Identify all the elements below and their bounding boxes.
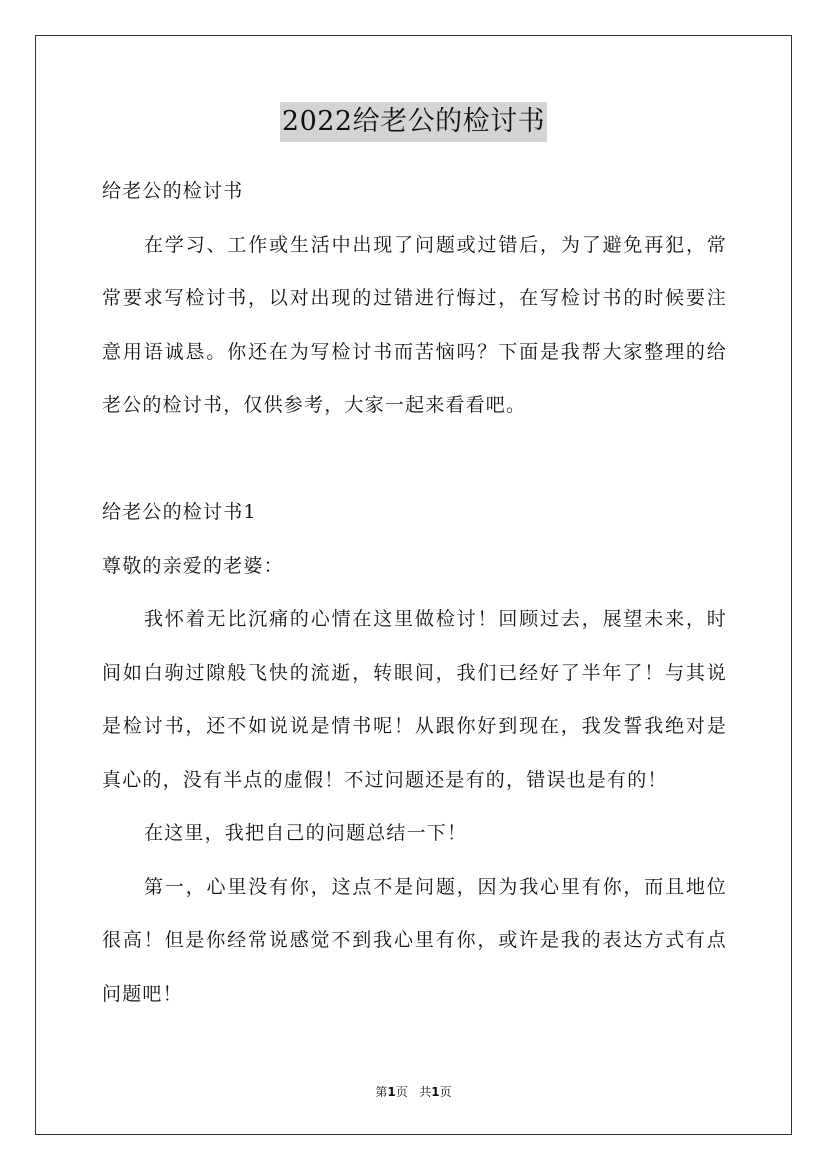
body-paragraph-2: 在这里，我把自己的问题总结一下！ bbox=[144, 822, 468, 844]
subtitle: 给老公的检讨书 bbox=[102, 180, 244, 202]
title-container bbox=[0, 102, 827, 142]
document-title: 2022给老公的检讨书 bbox=[280, 102, 547, 142]
section-heading: 给老公的检讨书1 bbox=[102, 501, 257, 523]
body-paragraph-1: 我怀着无比沉痛的心情在这里做检讨！回顾过去，展望未来，时间如白驹过隙般飞快的流逝，转眼间，我们已经好了半年了！与其说是检讨书，还不如说说是情书呢！从跟你好到现在，我发誓我绝对是真心的，没有半点的虚假！不过问题还是有的，错误也是有的！ bbox=[102, 608, 727, 791]
page-footer bbox=[0, 1083, 827, 1101]
total-pages: 1 bbox=[431, 1085, 440, 1099]
total-prefix: 共 bbox=[419, 1085, 432, 1099]
blank-line bbox=[102, 433, 727, 487]
page-suffix: 页 bbox=[395, 1085, 408, 1099]
page-number: 1 bbox=[387, 1085, 396, 1099]
page-prefix: 第 bbox=[375, 1085, 388, 1099]
body-paragraph-3: 第一，心里没有你，这点不是问题，因为我心里有你，而且地位很高！但是你经常说感觉不到我心里有你，或许是我的表达方式有点问题吧！ bbox=[102, 875, 727, 1005]
document-body bbox=[102, 165, 727, 1021]
total-suffix: 页 bbox=[439, 1085, 452, 1099]
intro-paragraph: 在学习、工作或生活中出现了问题或过错后，为了避免再犯，常常要求写检讨书，以对出现的过错进行悔过，在写检讨书的时候要注意用语诚恳。你还在为写检讨书而苦恼吗？下面是我帮大家整理的给老公的检讨书，仅供参考，大家一起来看看吧。 bbox=[102, 233, 727, 416]
salutation: 尊敬的亲爱的老婆： bbox=[102, 554, 284, 577]
